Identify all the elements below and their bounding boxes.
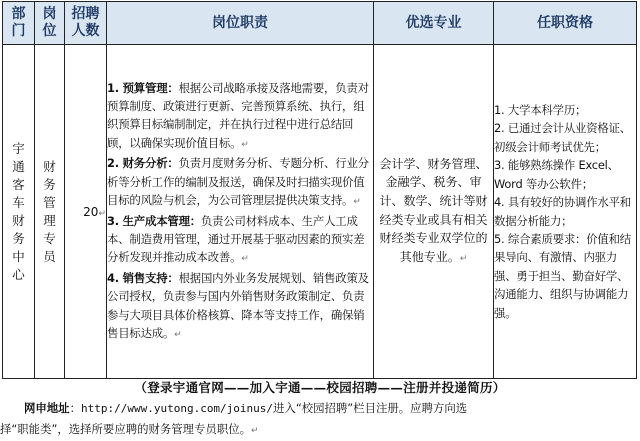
qualification-item: 1. 大学本科学历； [494,103,587,118]
header-position: 岗 位 [35,2,65,45]
header-duties: 岗位职责 [107,2,374,45]
duty-item: 1. 预算管理：根据公司战略承接及落地需要，负责对预算制度、政策进行更新、完善预算系统、执行，组织预算目标编制制定，并在执行过程中进行总结回顾，以确保实现价值目标。↵ [107,80,369,150]
qualification-item: 4. 具有较好的协调作水平和数据分析能力； [494,195,631,228]
qualification-item: 3. 能够熟练操作 Excel、Word 等办公软件； [494,158,619,191]
duty-item: 3. 生产成本管理：负责公司材料成本、生产人工成本、制造费用管理，通过开展基于驱动因素的预实差分析发现并推动成本改善。↵ [107,213,365,265]
qualification-item: 5. 综合素质要求：价值和结果导向、有激情、内驱力强、勇于担当、勤奋好学、沟通能力、组织与协调能力强。 [494,231,631,320]
dept-cell: 宇 通 客 车 财 务 中 心 [3,45,35,379]
application-address-line: 网申地址：http://www.yutong.com/joinus/进入“校园招聘”栏目注册。应聘方向选 [24,401,468,415]
header-dept: 部 门 [3,2,35,45]
header-count: 招聘 人数 [65,2,107,45]
major-cell: 会计学、财务管理、金融学、税务、审计、数学、统计等财经类专业或具有相关财经类专业双学位的其他专业。↵ [374,45,494,379]
header-qualification: 任职资格 [494,2,637,45]
duties-cell [107,45,374,379]
position-cell: 财 务 管 理 专 员 [35,45,65,379]
qualification-item: 2. 已通过会计从业资格证、初级会计师考试优先； [494,121,631,154]
header-major: 优选专业 [374,2,494,45]
address-label: 网申地址 [24,401,70,415]
headcount-cell: 20↵ [65,45,107,379]
recruitment-table [2,1,637,379]
table-header-row [3,2,637,45]
application-steps: （登录宇通官网——加入宇通——校园招聘——注册并投递简历） [134,380,506,395]
table-row [3,45,637,379]
duty-item: 2. 财务分析：负责月度财务分析、专题分析、行业分析等分析工作的编制及报送，确保及时扫描实现价值目标的风险与机会，为公司管理层提供决策支持。↵ [107,156,369,208]
qualification-cell [494,45,637,379]
application-instruction-line: 择“职能类”，选择所要应聘的财务管理专员职位。↵ [0,422,259,436]
application-url-link[interactable]: http://www.yutong.com/joinus/ [80,402,274,415]
duty-item: 4. 销售支持：根据国内外业务发展规划、销售政策及公司授权，负责参与国内外销售财务政策制定、负责参与大项目具体价格核算、降本等支持工作，确保销售目标达成。↵ [107,270,369,340]
